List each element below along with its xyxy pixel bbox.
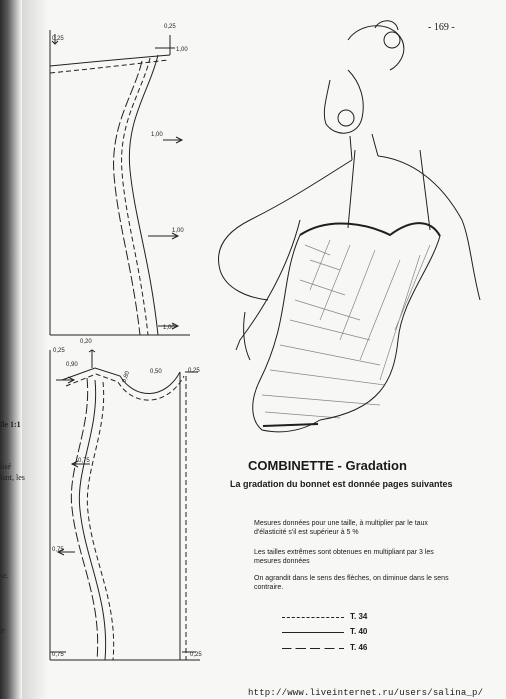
legend-line-long-dash [282,648,344,649]
page-number: - 169 - [428,22,455,33]
measurement-label: 0,25 [52,36,64,42]
left-page-fragment: lisé [0,462,12,471]
upper-pattern-piece [50,30,190,335]
legend-row [282,627,392,637]
legend-line-dashed [282,617,344,618]
instruction-note: On agrandit dans le sens des flèches, on diminue dans le sens contraire. [254,575,449,591]
measurement-label: 0,25 [190,652,202,658]
instruction-note: Les tailles extrêmes sont obtenues en multipliant par 3 les mesures données [254,549,434,565]
measurement-label: 0,90 [66,362,78,368]
measurement-label: 0,50 [150,369,162,375]
measurement-label: 0,25 [188,368,200,374]
legend-label: T. 40 [350,627,368,636]
measurement-label: 1,00 [176,47,188,53]
measurement-label: 0,80 [121,370,132,384]
instruction-note: Mesures données pour une taille, à multiplier par le taux d'élasticité s'il est supérieur à 5 % [254,520,428,536]
measurement-label: 0,75 [78,458,90,464]
left-page-fragment: se. [0,571,9,580]
measurement-label: 0,75 [52,652,64,658]
measurement-label: 0,75 [52,547,64,553]
legend-row [282,643,392,653]
illustration-shading [262,240,430,418]
left-page-fragment: lant, les [0,473,25,482]
page-subtitle: La gradation du bonnet est donnée pages suivantes [230,479,453,489]
left-page-fragment: lle 1:1 [0,420,21,429]
legend-label: T. 34 [350,612,368,621]
measurement-label: 1,00 [151,132,163,138]
fashion-illustration [218,21,480,432]
measurement-label: 1,00 [172,228,184,234]
left-page-fragment: ir [0,626,5,635]
legend-label: T. 46 [350,643,368,652]
measurement-label: 0,25 [53,348,65,354]
legend-line-solid [282,632,344,633]
measurement-label: 1,00 [163,325,175,331]
source-url: http://www.liveinternet.ru/users/salina_p/ [248,688,484,698]
page-title: COMBINETTE - Gradation [248,458,407,473]
measurement-label: 0,25 [164,24,176,30]
measurement-label: 0,20 [80,339,92,345]
legend-row [282,612,392,622]
lower-pattern-piece [50,350,200,660]
